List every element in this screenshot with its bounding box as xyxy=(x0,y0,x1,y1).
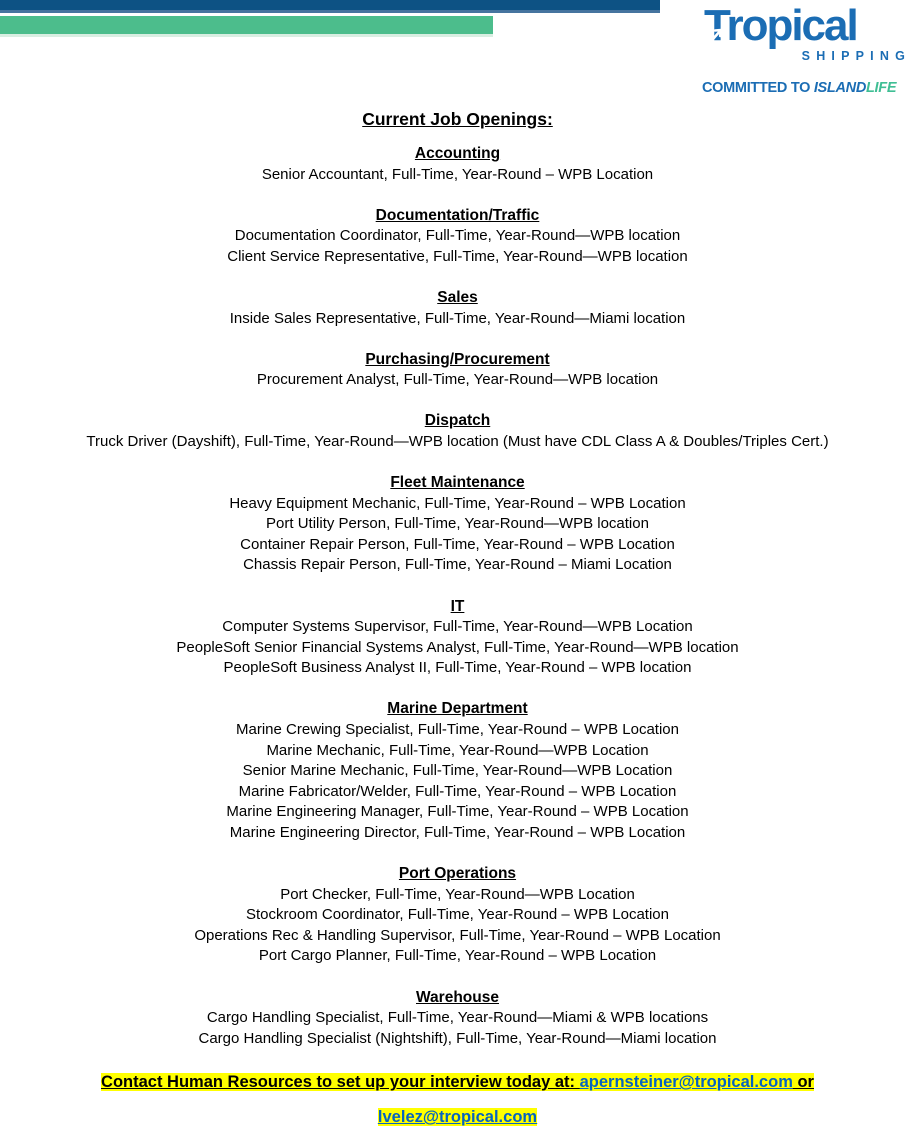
job-listing: Cargo Handling Specialist, Full-Time, Year-Round—Miami & WPB locations xyxy=(206,1009,709,1027)
job-listing: Marine Engineering Director, Full-Time, Year-Round – WPB Location xyxy=(229,823,686,841)
job-listing: Senior Accountant, Full-Time, Year-Round – WPB Location xyxy=(261,165,654,183)
logo-tagline xyxy=(698,80,912,96)
job-listing: Inside Sales Representative, Full-Time, Year-Round—Miami location xyxy=(229,309,686,327)
job-listing: Documentation Coordinator, Full-Time, Year-Round—WPB location xyxy=(234,227,681,245)
tagline-committed-to: COMMITTED TO xyxy=(702,80,814,96)
tropical-shipping-logo xyxy=(698,3,912,96)
section-heading: Dispatch xyxy=(424,412,491,430)
job-listing: PeopleSoft Senior Financial Systems Analyst, Full-Time, Year-Round—WPB location xyxy=(176,638,739,656)
job-listing: Marine Mechanic, Full-Time, Year-Round—WPB Location xyxy=(266,741,649,759)
job-listing: Cargo Handling Specialist (Nightshift), Full-Time, Year-Round—Miami location xyxy=(198,1029,717,1047)
job-listing: Port Cargo Planner, Full-Time, Year-Round – WPB Location xyxy=(258,947,657,965)
job-listing: Procurement Analyst, Full-Time, Year-Round—WPB location xyxy=(256,371,659,389)
contact-text: Contact Human Resources to set up your interview today at: xyxy=(101,1073,580,1092)
contact-line xyxy=(10,1071,905,1093)
logo-brand-text xyxy=(698,3,912,49)
job-listing: Port Utility Person, Full-Time, Year-Round—WPB location xyxy=(266,515,649,533)
contact-highlight xyxy=(101,1073,814,1091)
job-listing: Heavy Equipment Mechanic, Full-Time, Year-Round – WPB Location xyxy=(229,494,686,512)
section-heading: Sales xyxy=(437,288,478,306)
section-heading: Port Operations xyxy=(398,865,517,883)
logo-wordmark: Tropical xyxy=(704,1,857,50)
logo-shipping-text: SHIPPING xyxy=(801,49,911,63)
section-dispatch xyxy=(10,411,905,452)
section-heading: Fleet Maintenance xyxy=(390,474,525,492)
section-it xyxy=(10,597,905,679)
job-listing: Operations Rec & Handling Supervisor, Full-Time, Year-Round – WPB Location xyxy=(194,926,721,944)
header-bar-dark xyxy=(0,0,660,13)
job-listing: Marine Fabricator/Welder, Full-Time, Year-Round – WPB Location xyxy=(238,782,677,800)
email-link-lvelez[interactable]: lvelez@tropical.com xyxy=(377,1108,538,1127)
contact-line-2 xyxy=(10,1106,905,1128)
section-heading: Marine Department xyxy=(387,700,528,718)
job-listing: Marine Crewing Specialist, Full-Time, Year-Round – WPB Location xyxy=(236,720,679,738)
job-listing: Marine Engineering Manager, Full-Time, Year-Round – WPB Location xyxy=(226,803,689,821)
job-listing: PeopleSoft Business Analyst II, Full-Time, Year-Round – WPB location xyxy=(223,659,692,677)
section-documentation-traffic xyxy=(10,206,905,268)
section-heading: Documentation/Traffic xyxy=(375,206,540,224)
contact-highlight-2 xyxy=(378,1108,537,1126)
tagline-life: LIFE xyxy=(866,80,897,96)
job-listing: Port Checker, Full-Time, Year-Round—WPB Location xyxy=(280,885,635,903)
logo-arrow-icon xyxy=(711,3,727,49)
header-bar-teal xyxy=(0,16,493,37)
section-marine-department xyxy=(10,699,905,843)
section-heading: Purchasing/Procurement xyxy=(365,350,550,368)
job-listing: Chassis Repair Person, Full-Time, Year-Round – Miami Location xyxy=(243,556,672,574)
email-link-apernsteiner[interactable]: apernsteiner@tropical.com xyxy=(579,1073,793,1092)
job-listing: Senior Marine Mechanic, Full-Time, Year-Round—WPB Location xyxy=(242,762,673,780)
section-heading: Warehouse xyxy=(416,988,499,1006)
section-sales xyxy=(10,288,905,329)
contact-suffix: or xyxy=(792,1073,814,1092)
section-heading: IT xyxy=(450,597,465,615)
job-listing: Stockroom Coordinator, Full-Time, Year-Round – WPB Location xyxy=(246,906,669,924)
tagline-island: ISLAND xyxy=(813,80,866,96)
job-listing: Truck Driver (Dayshift), Full-Time, Year-Round—WPB location (Must have CDL Class A & Doubles/Triples Cert.) xyxy=(86,432,829,450)
section-purchasing-procurement xyxy=(10,350,905,391)
job-listing: Computer Systems Supervisor, Full-Time, Year-Round—WPB Location xyxy=(222,618,693,636)
section-fleet-maintenance xyxy=(10,473,905,576)
section-warehouse xyxy=(10,988,905,1050)
section-port-operations xyxy=(10,864,905,967)
section-heading: Accounting xyxy=(414,145,501,162)
job-listing: Container Repair Person, Full-Time, Year-Round – WPB Location xyxy=(240,535,675,553)
section-accounting xyxy=(10,144,905,185)
job-listing: Client Service Representative, Full-Time, Year-Round—WPB location xyxy=(227,247,688,265)
page-title: Current Job Openings: xyxy=(362,109,553,129)
